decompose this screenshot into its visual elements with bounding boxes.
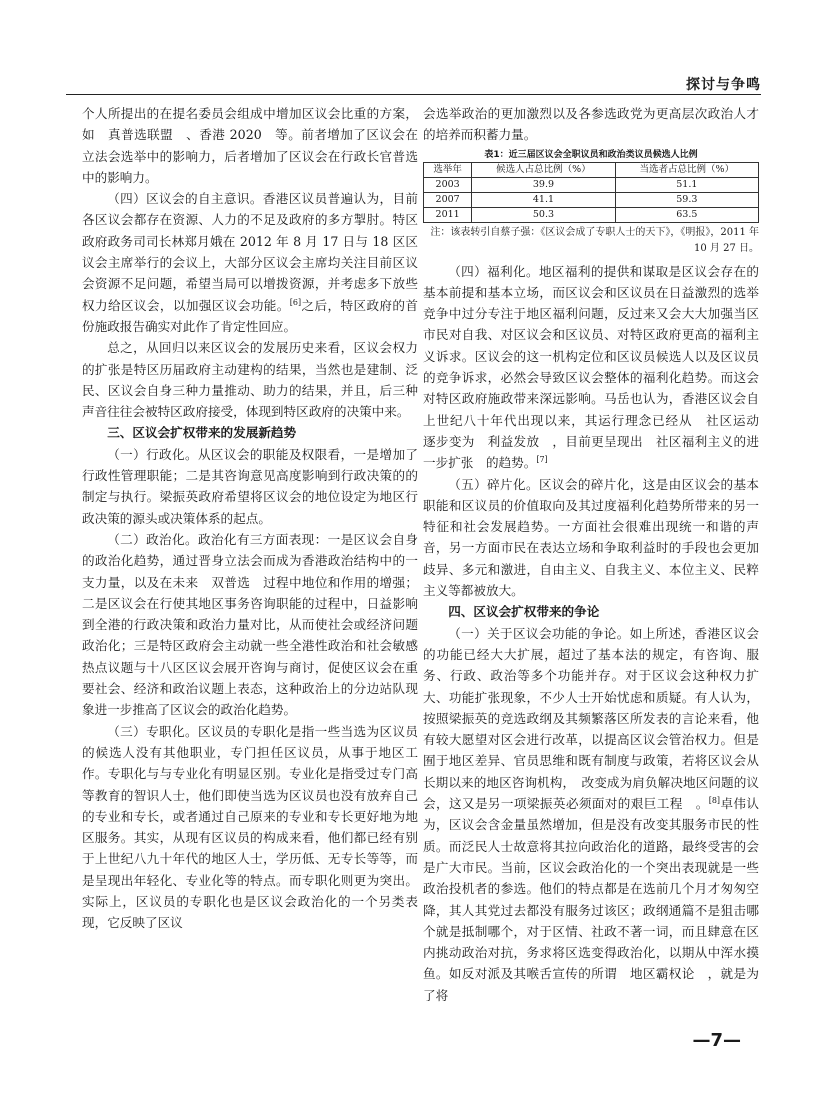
table-header-row bbox=[424, 162, 759, 177]
table-cell: 2011 bbox=[424, 207, 472, 222]
table-cell: 2007 bbox=[424, 192, 472, 207]
page-header bbox=[0, 0, 827, 100]
right-column bbox=[423, 103, 772, 1006]
paragraph: （一）关于区议会功能的争论。如上所述，香港区议会的功能已经大大扩展，超过了基本法的规定，有咨询、服务、行政、政治等多个功能并存。对于区议会这种权力扩大、功能扩张现象，不少人士开始忧虑和质疑。有人认为，按照梁振英的竞选政纲及其频繁落区所发表的言论来看，他有较大愿望对区会进行改革，以提高区议会管治权力。但是囿于地区差异、官员思维和既有制度与政策，若将区议会从长期以来的地区咨询机构， 改变成为肩负解决地区问题的议会，这又是另一项梁振英必须面对的艰巨工程 。[8]卓伟认为，区议会含金量虽然增加，但是没有改变其服务市民的性质。而泛民人士故意将其拉向政治化的道路，最终受害的会是广大市民。当前，区议会政治化的一个突出表现就是一些政治投机者的参选。他们的特点都是在选前几个月才匆匆空降，其人其党过去都没有服务过该区；政纲通篇不是狙击哪个就是抵制哪个，对于区情、社政不著一词，而且肆意在区内挑动政治对抗，务求将区选变得政治化，以期从中浑水摸鱼。如反对派及其喉舌宣传的所谓 地区霸权论 ，就是为了将 bbox=[423, 625, 760, 1003]
table-row bbox=[424, 192, 759, 207]
paragraph: 会选举政治的更加激烈以及各参选政党为更高层次政治人才的培养而积蓄力量。 bbox=[423, 106, 759, 143]
table-note: 注：该表转引自蔡子强：《区议会成了专职人士的天下》，《明报》，2011 年 10 月 27 日。 bbox=[430, 226, 759, 254]
table-cell: 2003 bbox=[424, 177, 472, 192]
citation: [8] bbox=[708, 795, 721, 805]
table-cell: 51.1 bbox=[615, 177, 758, 192]
paragraph: （一）行政化。从区议会的职能及权限看，一是增加了行政性管理职能；二是其咨询意见高度影响到行政决策的的制定与执行。梁振英政府希望将区议会的地位设定为地区行政决策的源头或决策体系的起点。 bbox=[82, 446, 419, 526]
paragraph: （五）碎片化。区议会的碎片化，这是由区议会的基本职能和区议员的价值取向及其过度福利化趋势所带来的另一特征和社会发展趋势。一方面社会很难出现统一和谐的声音，另一方面市民在表达立场和争取利益时的手段也会更加歧异、多元和激进，自由主义、自我主义、本位主义、民粹主义等都被放大。 bbox=[423, 476, 760, 599]
table-cell: 41.1 bbox=[472, 192, 615, 207]
table-cell: 50.3 bbox=[472, 207, 615, 222]
table-cell: 59.3 bbox=[615, 192, 758, 207]
left-column bbox=[82, 103, 418, 934]
citation: [7] bbox=[536, 455, 548, 465]
paragraph: （二）政治化。政治化有三方面表现：一是区议会自身的政治化趋势，通过晋身立法会而成为香港政治结构中的一支力量，以及在未来 双普选 过程中地位和作用的增强；二是区议会在行使其地区事务咨询职能的过程中，日益影响到全港的行政决策和政治力量对比，从而使社会或经济问题政治化；三是特区政府会主动就一些全港性政治和社会敏感热点议题与十八区区议会展开咨询与商讨，促使区议会在重要社会、经济和政治议题上表态，这种政治上的分边站队现象进一步推高了区议会的政治化趋势。 bbox=[82, 531, 419, 718]
column-header: 选举年 bbox=[424, 162, 472, 177]
paragraph: 总之，从回归以来区议会的发展历史来看，区议会权力的扩张是特区历届政府主动建构的结果，当然也是建制、泛民、区议会自身三种力量推动、助力的结果，并且，后三种声音往往会被特区政府接受，体现到特区政府的决策中来。 bbox=[82, 340, 418, 420]
subsection-heading: （五）碎片化。 bbox=[448, 476, 539, 492]
header-rule bbox=[66, 94, 761, 95]
subsection-heading: （三）专职化。 bbox=[107, 723, 198, 739]
journal-section-title: 探讨与争鸣 bbox=[686, 77, 761, 93]
paragraph: （三）专职化。区议员的专职化是指一些当选为区议员的候选人没有其他职业，专门担任区议员，从事于地区工作。专职化与与专业化有明显区别。专业化是指受过专门高等教育的智识人士，他们即使当选为区议员也没有放弃自己的专业和专长，或者通过自己原来的专业和专长更好地为地区服务。其实，从现有区议员的构成来看，他们都已经有别于上世纪八九十年代的地区人士，学历低、无专长等等，而是呈现出年轻化、专业化等的特点。而专职化则更为突出。实际上，区议员的专职化也是区议会政治化的一个另类表现，它反映了区议 bbox=[82, 723, 419, 931]
table-row bbox=[424, 177, 759, 192]
subsection-heading: （一）关于区议会功能的争论。 bbox=[448, 625, 630, 641]
column-header: 候选人占总比例（%） bbox=[472, 162, 615, 177]
subsection-heading: （四）福利化。 bbox=[448, 263, 539, 279]
column-header: 当选者占总比例（%） bbox=[615, 162, 758, 177]
table-block bbox=[423, 148, 759, 257]
page-number: —7— bbox=[692, 1030, 741, 1051]
table-cell: 39.9 bbox=[472, 177, 615, 192]
subsection-heading: （四）区议会的自主意识。 bbox=[107, 191, 263, 207]
data-table bbox=[423, 162, 759, 223]
table-row bbox=[424, 207, 759, 222]
paragraph: （四）区议会的自主意识。香港区议员普遍认为，目前各区议会都存在资源、人力的不足及政府的多方掣肘。特区政府政务司司长林郑月娥在 2012 年 8 月 17 日与 18 区区议会主席举行的会议上，大部分区议会主席均关注目前区议会资源不足问题，希望当局可以增拨资源，并考虑多下放些权力给区议会，以加强区议会功能。[6]之后，特区政府的首份施政报告确实对此作了肯定性回应。 bbox=[82, 191, 419, 334]
citation: [6] bbox=[289, 297, 302, 307]
paragraph: （四）福利化。地区福利的提供和谋取是区议会存在的基本前提和基本立场，而区议会和区议员在日益激烈的选举竞争中过分专注于地区福利问题，反过来又会大大加强当区市民对自我、对区议会和区议员、对特区政府更高的福利主义诉求。区议会的这一机构定位和区议员候选人以及区议员的竞争诉求，必然会导致区议会整体的福利化趋势。而这会对特区政府施政带来深远影响。马岳也认为，香港区议会自上世纪八十年代出现以来，其运行理念已经从 社区运动 逐步变为 利益发放 ，目前更呈现出 社区福利主义的进一步扩张 的趋势。[7] bbox=[423, 263, 772, 471]
paragraph: 个人所提出的在提名委员会组成中增加区议会比重的方案，如 真普选联盟 、香港 2020 等。前者增加了区议会在立法会选举中的影响力，后者增加了区议会在行政长官普选中的影响力。 bbox=[82, 106, 418, 185]
subsection-heading: （一）行政化。 bbox=[107, 446, 198, 462]
table-title: 表1：近三届区议会全职议员和政治类议员候选人比例 bbox=[484, 149, 698, 160]
section-heading: 三、区议会扩权带来的发展新趋势 bbox=[107, 425, 297, 441]
section-heading: 四、区议会扩权带来的争论 bbox=[448, 604, 600, 620]
table-cell: 63.5 bbox=[615, 207, 758, 222]
subsection-heading: （二）政治化。 bbox=[107, 531, 198, 547]
